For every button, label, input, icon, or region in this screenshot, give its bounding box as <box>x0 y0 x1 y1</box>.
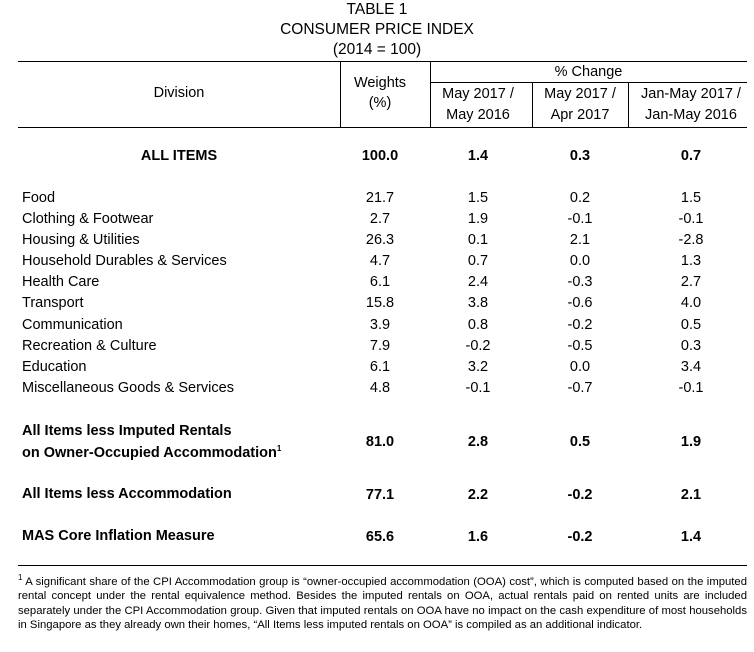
pct-change-rule <box>430 82 747 83</box>
header-top-rule <box>18 61 747 62</box>
row-yoy: 0.1 <box>467 232 489 248</box>
table-title: TABLE 1 <box>346 1 408 18</box>
row-label: Communication <box>22 317 123 333</box>
less-imputed-ytd: 1.9 <box>680 434 702 450</box>
row-label: Recreation & Culture <box>22 338 157 354</box>
row-weight: 7.9 <box>369 338 391 354</box>
row-weight: 26.3 <box>365 232 395 248</box>
row-label: Health Care <box>22 274 100 290</box>
row-ytd: 2.7 <box>680 274 702 290</box>
col-divider-weights <box>340 61 341 127</box>
header-col2-line1: May 2017 / <box>544 86 616 102</box>
row-yoy: 3.8 <box>467 295 489 311</box>
row-mom: 0.0 <box>569 253 591 269</box>
footnote-marker: 1 <box>276 444 282 453</box>
row-weight: 21.7 <box>365 190 395 206</box>
row-ytd: -0.1 <box>678 211 704 227</box>
mas-core-yoy: 1.6 <box>467 529 489 545</box>
row-weight: 15.8 <box>365 295 395 311</box>
header-bottom-rule <box>18 127 747 128</box>
row-mom: -0.1 <box>567 211 593 227</box>
row-label: Household Durables & Services <box>22 253 227 269</box>
all-items-weight: 100.0 <box>361 148 399 164</box>
row-ytd: 0.5 <box>680 317 702 333</box>
row-mom: -0.5 <box>567 338 593 354</box>
row-ytd: 4.0 <box>680 295 702 311</box>
table-bottom-rule <box>18 565 747 566</box>
base-year-note: (2014 = 100) <box>332 41 422 58</box>
less-imputed-mom: 0.5 <box>569 434 591 450</box>
row-ytd: -0.1 <box>678 380 704 396</box>
row-yoy: 0.8 <box>467 317 489 333</box>
row-mom: -0.6 <box>567 295 593 311</box>
mas-core-weight: 65.6 <box>365 529 395 545</box>
row-yoy: 1.9 <box>467 211 489 227</box>
less-imputed-weight: 81.0 <box>365 434 395 450</box>
header-col1-line1: May 2017 / <box>442 86 514 102</box>
mas-core-mom: -0.2 <box>567 529 593 545</box>
less-imputed-label-line1: All Items less Imputed Rentals <box>22 423 232 439</box>
row-weight: 4.8 <box>369 380 391 396</box>
row-label: Transport <box>22 295 84 311</box>
header-col2-line2: Apr 2017 <box>550 107 610 123</box>
less-imputed-label-text: on Owner-Occupied Accommodation <box>22 444 277 461</box>
row-yoy: 3.2 <box>467 359 489 375</box>
row-ytd: -2.8 <box>678 232 704 248</box>
less-imputed-label-line2 <box>22 444 281 461</box>
row-mom: -0.2 <box>567 317 593 333</box>
header-weights: Weights <box>353 75 407 91</box>
less-accommodation-mom: -0.2 <box>567 487 593 503</box>
row-yoy: -0.2 <box>465 338 491 354</box>
row-ytd: 0.3 <box>680 338 702 354</box>
row-yoy: 2.4 <box>467 274 489 290</box>
all-items-ytd: 0.7 <box>680 148 702 164</box>
header-weights-unit: (%) <box>368 95 392 111</box>
all-items-yoy: 1.4 <box>467 148 489 164</box>
row-mom: 0.2 <box>569 190 591 206</box>
row-ytd: 1.5 <box>680 190 702 206</box>
mas-core-ytd: 1.4 <box>680 529 702 545</box>
row-weight: 4.7 <box>369 253 391 269</box>
col-divider-3 <box>628 82 629 127</box>
row-label: Food <box>22 190 56 206</box>
footnote <box>18 571 747 633</box>
less-accommodation-ytd: 2.1 <box>680 487 702 503</box>
less-accommodation-yoy: 2.2 <box>467 487 489 503</box>
header-division: Division <box>153 85 205 101</box>
row-ytd: 1.3 <box>680 253 702 269</box>
row-weight: 6.1 <box>369 359 391 375</box>
table-subtitle: CONSUMER PRICE INDEX <box>280 21 474 38</box>
row-yoy: -0.1 <box>465 380 491 396</box>
less-accommodation-label: All Items less Accommodation <box>22 486 232 502</box>
row-yoy: 0.7 <box>467 253 489 269</box>
row-yoy: 1.5 <box>467 190 489 206</box>
all-items-mom: 0.3 <box>569 148 591 164</box>
less-accommodation-weight: 77.1 <box>365 487 395 503</box>
row-mom: -0.3 <box>567 274 593 290</box>
row-weight: 2.7 <box>369 211 391 227</box>
row-label: Clothing & Footwear <box>22 211 154 227</box>
row-ytd: 3.4 <box>680 359 702 375</box>
header-col3-line1: Jan-May 2017 / <box>641 86 741 102</box>
header-pct-change: % Change <box>554 64 623 80</box>
row-mom: 0.0 <box>569 359 591 375</box>
row-label: Miscellaneous Goods & Services <box>22 380 234 396</box>
row-weight: 6.1 <box>369 274 391 290</box>
footnote-number: 1 <box>18 573 23 582</box>
row-label: Education <box>22 359 87 375</box>
footnote-text: A significant share of the CPI Accommodation group is “owner-occupied accommodation (OOA) cost”, which is computed based on the imputed rental concept under the rental equivalence method. Besides the imputed rentals on OOA, actual rentals paid on rented units are included separately under the CPI Accommodation group. Given that imputed rentals on OOA have no impact on the cash expenditure of most households in Singapore as they already own their homes, “All Items less imputed rentals on OOA” is compiled as an additional indicator. <box>18 575 747 632</box>
header-col3-line2: Jan-May 2016 <box>645 107 737 123</box>
row-weight: 3.9 <box>369 317 391 333</box>
less-imputed-yoy: 2.8 <box>467 434 489 450</box>
all-items-label: ALL ITEMS <box>140 148 218 164</box>
row-mom: 2.1 <box>569 232 591 248</box>
row-label: Housing & Utilities <box>22 232 140 248</box>
mas-core-label: MAS Core Inflation Measure <box>22 528 215 544</box>
row-mom: -0.7 <box>567 380 593 396</box>
header-col1-line2: May 2016 <box>446 107 510 123</box>
